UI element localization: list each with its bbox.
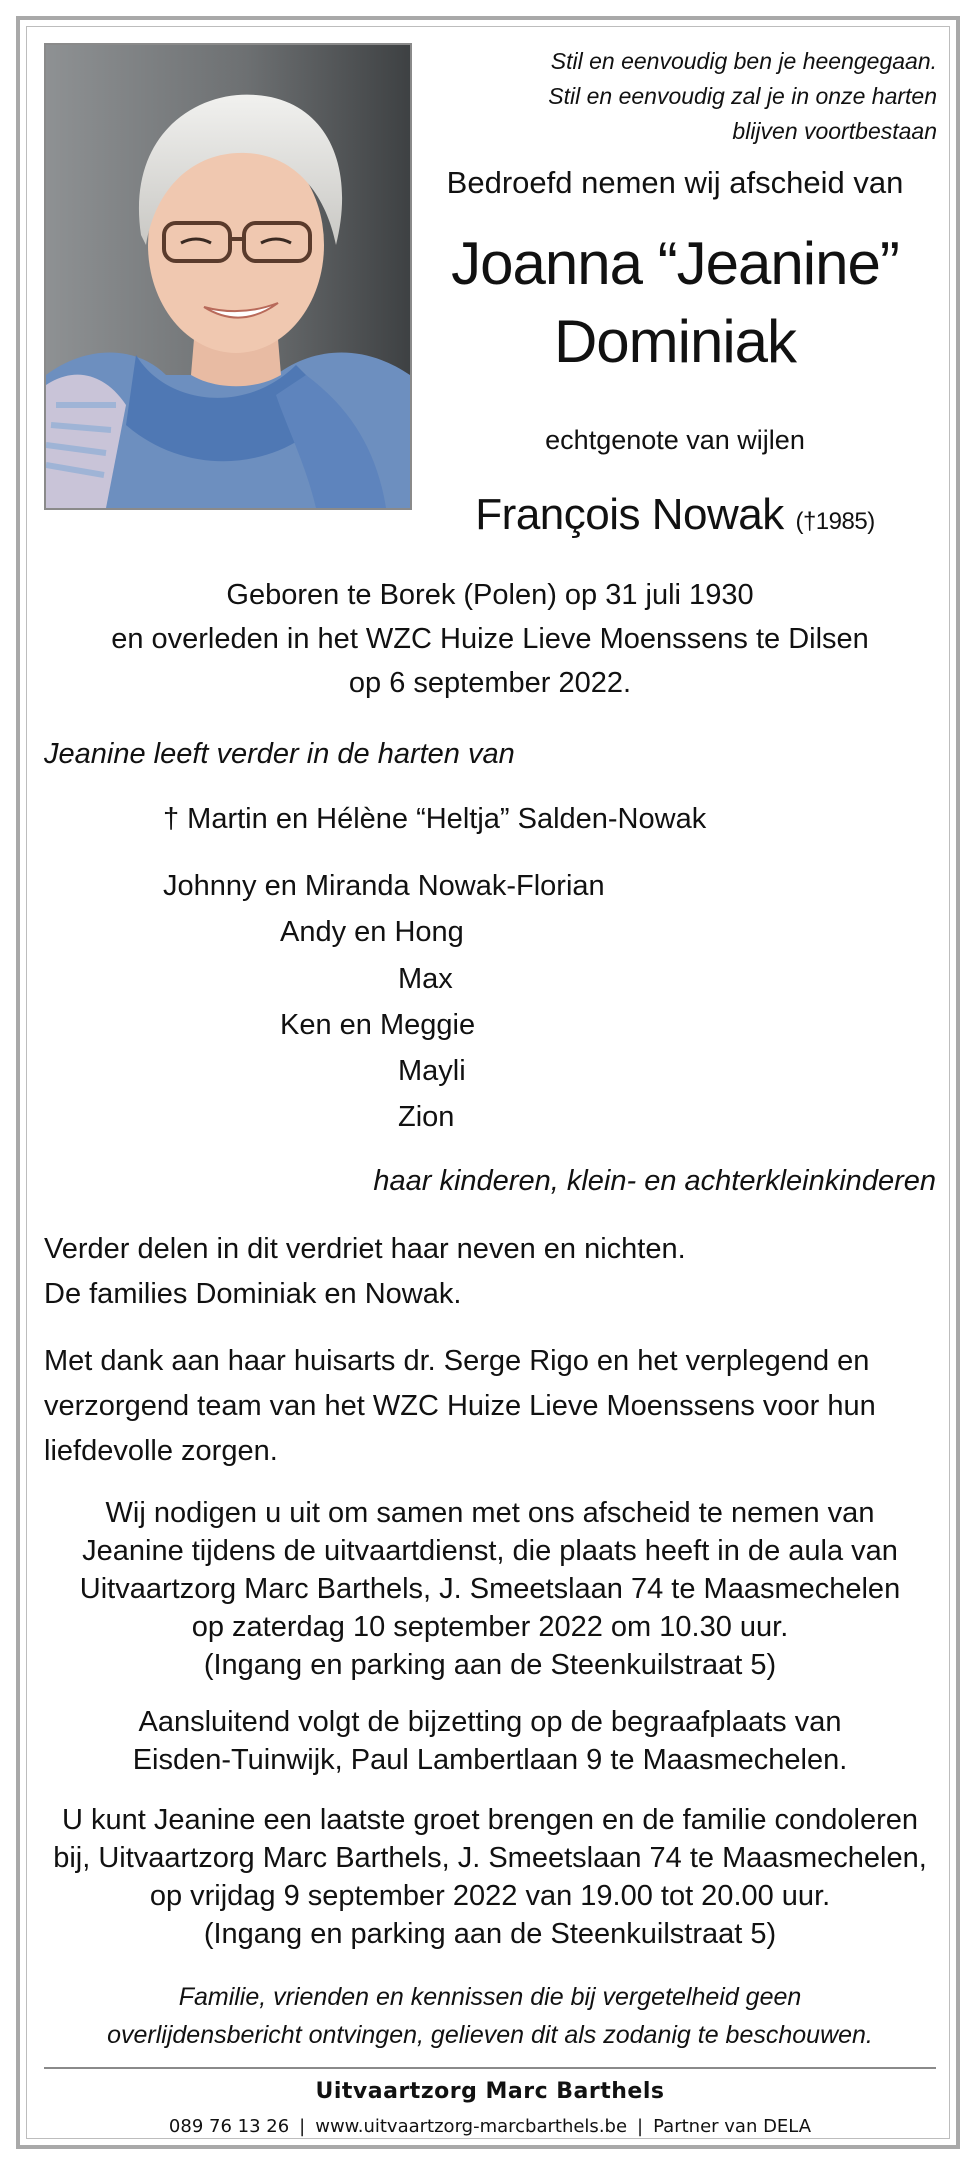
footer-website: www.uitvaartzorg-marcbarthels.be: [315, 2116, 628, 2137]
poem: [417, 44, 937, 149]
note-line: Familie, vrienden en kennissen die bij vergetelheid geen: [178, 1983, 802, 2011]
note-line: overlijdensbericht ontvingen, gelieven dit als zodanig te beschouwen.: [107, 2021, 873, 2049]
spouse-label: echtgenote van wijlen: [545, 425, 805, 455]
thanks-line: liefdevolle zorgen.: [44, 1435, 278, 1467]
burial-line: Eisden-Tuinwijk, Paul Lambertlaan 9 te Maasmechelen.: [132, 1744, 848, 1776]
footer-partner: Partner van DELA: [653, 2116, 812, 2137]
spouse: [430, 490, 920, 540]
footer-separator: |: [299, 2116, 306, 2137]
relatives-line: De families Dominiak en Nowak.: [44, 1278, 462, 1310]
spouse-death: (†1985): [795, 508, 875, 535]
deceased-name-line2: Dominiak: [553, 308, 797, 375]
thanks-line: Met dank aan haar huisarts dr. Serge Rigo en het verplegend en: [44, 1345, 870, 1377]
visitation-line: (Ingang en parking aan de Steenkuilstraat 5): [203, 1918, 777, 1950]
birth-death-details: [40, 573, 940, 705]
intro-text: Bedroefd nemen wij afscheid van: [446, 165, 904, 200]
poem-line: Stil en eenvoudig ben je heengegaan.: [550, 48, 937, 74]
burial-line: Aansluitend volgt de bijzetting op de begraafplaats van: [138, 1706, 842, 1738]
service-line: op zaterdag 10 september 2022 om 10.30 uur.: [191, 1611, 789, 1643]
portrait-photo: [44, 43, 412, 510]
family-grandchild: Ken en Meggie: [280, 1009, 476, 1041]
family-closing: haar kinderen, klein- en achterkleinkinderen: [373, 1165, 936, 1197]
family-child: Johnny en Miranda Nowak-Florian: [163, 870, 605, 902]
visitation-line: op vrijdag 9 september 2022 van 19.00 tot 20.00 uur.: [149, 1880, 831, 1912]
birth-line: op 6 september 2022.: [348, 667, 632, 699]
poem-line: Stil en eenvoudig zal je in onze harten: [548, 83, 937, 109]
footer-divider: [44, 2067, 936, 2069]
birth-line: en overleden in het WZC Huize Lieve Moenssens te Dilsen: [111, 623, 869, 655]
family-great-grandchild: Max: [398, 963, 453, 995]
service-text: [40, 1494, 940, 1684]
thanks-text: [44, 1339, 944, 1474]
relatives-text: [44, 1227, 944, 1317]
family-lead: Jeanine leeft verder in de harten van: [44, 738, 515, 770]
service-line: Uitvaartzorg Marc Barthels, J. Smeetslaan 74 te Maasmechelen: [79, 1573, 901, 1605]
thanks-line: verzorgend team van het WZC Huize Lieve Moenssens voor hun: [44, 1390, 876, 1422]
visitation-text: [40, 1801, 940, 1953]
portrait-illustration: [46, 45, 410, 508]
family-deceased-child: † Martin en Hélène “Heltja” Salden-Nowak: [163, 803, 707, 835]
family-great-grandchild: Zion: [398, 1101, 455, 1133]
service-line: (Ingang en parking aan de Steenkuilstraat 5): [203, 1649, 777, 1681]
footer-company: Uitvaartzorg Marc Barthels: [315, 2079, 665, 2104]
visitation-line: U kunt Jeanine een laatste groet brengen en de familie condoleren: [61, 1804, 919, 1836]
spouse-name: François Nowak: [475, 490, 784, 539]
footer-contact: [40, 2116, 940, 2137]
service-line: Jeanine tijdens de uitvaartdienst, die plaats heeft in de aula van: [82, 1535, 898, 1567]
relatives-line: Verder delen in dit verdriet haar neven en nichten.: [44, 1233, 686, 1265]
poem-line: blijven voortbestaan: [732, 118, 937, 144]
footer-separator: |: [637, 2116, 644, 2137]
service-line: Wij nodigen u uit om samen met ons afscheid te nemen van: [105, 1497, 875, 1529]
footer-phone: 089 76 13 26: [168, 2116, 290, 2137]
deceased-name: [430, 225, 920, 381]
family-great-grandchild: Mayli: [398, 1055, 466, 1087]
visitation-line: bij, Uitvaartzorg Marc Barthels, J. Smeetslaan 74 te Maasmechelen,: [53, 1842, 927, 1874]
burial-text: [40, 1703, 940, 1779]
notice-note: [40, 1978, 940, 2054]
birth-line: Geboren te Borek (Polen) op 31 juli 1930: [226, 579, 754, 611]
family-grandchild: Andy en Hong: [280, 916, 464, 948]
deceased-name-line1: Joanna “Jeanine”: [451, 230, 899, 297]
